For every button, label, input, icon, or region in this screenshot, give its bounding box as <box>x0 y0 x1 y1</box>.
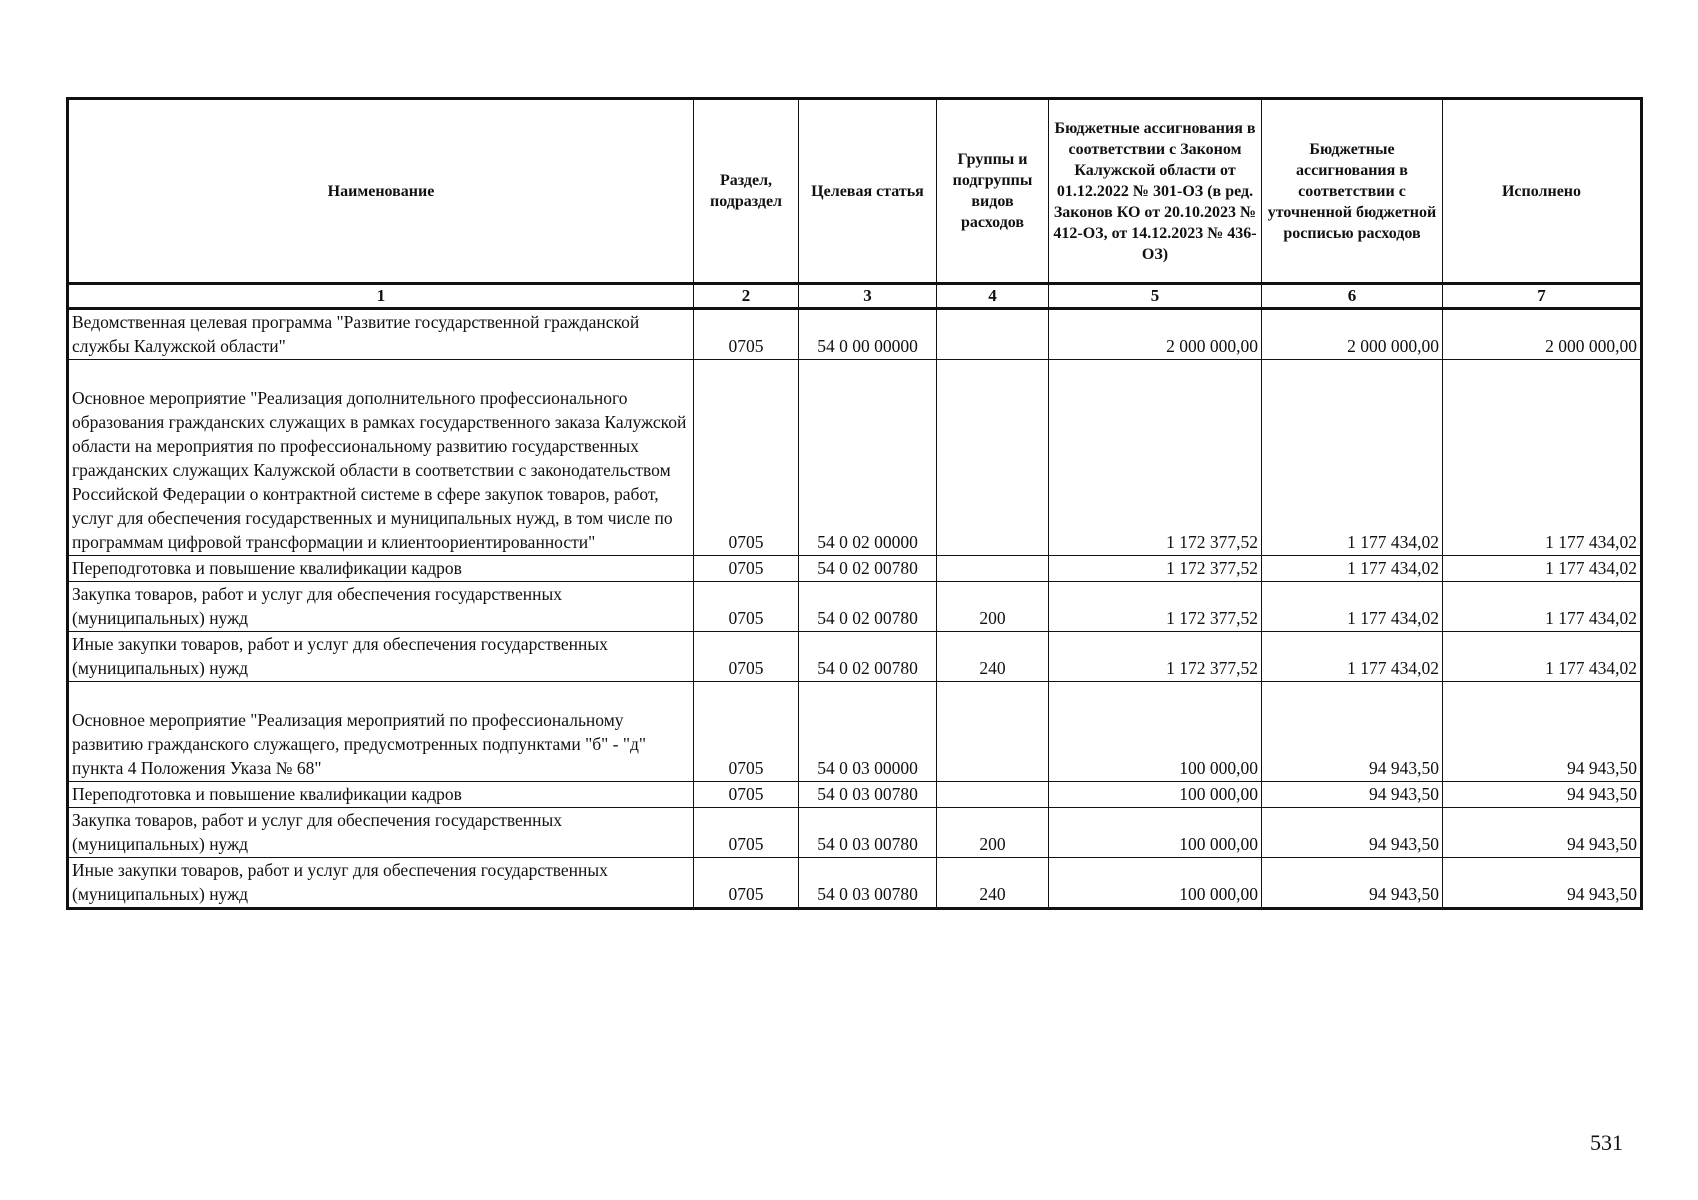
row-refined-amount: 94 943,50 <box>1262 808 1443 858</box>
row-section: 0705 <box>694 808 799 858</box>
row-target: 54 0 02 00780 <box>799 582 937 632</box>
table-row <box>68 682 1642 782</box>
row-executed-amount: 1 177 434,02 <box>1443 360 1642 556</box>
header-section: Раздел, подраздел <box>694 99 799 284</box>
row-section: 0705 <box>694 582 799 632</box>
page-number: 531 <box>1590 1130 1623 1155</box>
row-law-amount: 1 172 377,52 <box>1049 582 1262 632</box>
row-group <box>937 782 1049 808</box>
column-number: 3 <box>799 284 937 309</box>
row-law-amount: 2 000 000,00 <box>1049 309 1262 360</box>
row-refined-amount: 1 177 434,02 <box>1262 582 1443 632</box>
row-section: 0705 <box>694 858 799 909</box>
row-name: Закупка товаров, работ и услуг для обеспечения государственных (муниципальных) нужд <box>68 582 694 632</box>
row-refined-amount: 2 000 000,00 <box>1262 309 1443 360</box>
row-executed-amount: 94 943,50 <box>1443 682 1642 782</box>
row-refined-amount: 94 943,50 <box>1262 782 1443 808</box>
row-law-amount: 100 000,00 <box>1049 808 1262 858</box>
row-law-amount: 100 000,00 <box>1049 858 1262 909</box>
column-number: 2 <box>694 284 799 309</box>
table-row <box>68 556 1642 582</box>
row-section: 0705 <box>694 360 799 556</box>
budget-table <box>66 97 1643 910</box>
row-refined-amount: 1 177 434,02 <box>1262 360 1443 556</box>
table-row <box>68 632 1642 682</box>
row-name: Основное мероприятие "Реализация мероприятий по профессиональному развитию гражданского служащего, предусмотренных подпунктами "б" - "д" пункта 4 Положения Указа № 68" <box>68 682 694 782</box>
row-target: 54 0 03 00000 <box>799 682 937 782</box>
row-law-amount: 1 172 377,52 <box>1049 632 1262 682</box>
row-name: Переподготовка и повышение квалификации кадров <box>68 782 694 808</box>
row-section: 0705 <box>694 682 799 782</box>
row-name: Основное мероприятие "Реализация дополнительного профессионального образования гражданских служащих в рамках государственного заказа Калужской области на мероприятия по профессиональному развитию государственных гражданских служащих Калужской области в соответствии с законодательством Российской Федерации о контрактной системе в сфере закупок товаров, работ, услуг для обеспечения государственных и муниципальных нужд, в том числе по программам цифровой трансформации и клиентоориентированности" <box>68 360 694 556</box>
row-group: 200 <box>937 808 1049 858</box>
row-group <box>937 556 1049 582</box>
row-section: 0705 <box>694 309 799 360</box>
row-law-amount: 100 000,00 <box>1049 682 1262 782</box>
row-section: 0705 <box>694 556 799 582</box>
row-executed-amount: 94 943,50 <box>1443 808 1642 858</box>
row-target: 54 0 02 00780 <box>799 556 937 582</box>
header-row <box>68 99 1642 284</box>
row-law-amount: 100 000,00 <box>1049 782 1262 808</box>
row-executed-amount: 94 943,50 <box>1443 858 1642 909</box>
row-group <box>937 360 1049 556</box>
row-name: Иные закупки товаров, работ и услуг для обеспечения государственных (муниципальных) нужд <box>68 858 694 909</box>
column-number: 5 <box>1049 284 1262 309</box>
header-expense-group: Группы и подгруппы видов расходов <box>937 99 1049 284</box>
column-number-row <box>68 284 1642 309</box>
row-target: 54 0 00 00000 <box>799 309 937 360</box>
row-law-amount: 1 172 377,52 <box>1049 360 1262 556</box>
column-number: 7 <box>1443 284 1642 309</box>
table-row <box>68 782 1642 808</box>
column-number: 1 <box>68 284 694 309</box>
row-section: 0705 <box>694 782 799 808</box>
row-executed-amount: 1 177 434,02 <box>1443 556 1642 582</box>
row-target: 54 0 03 00780 <box>799 808 937 858</box>
table-row <box>68 808 1642 858</box>
row-name: Иные закупки товаров, работ и услуг для обеспечения государственных (муниципальных) нужд <box>68 632 694 682</box>
header-refined-allocation: Бюджетные ассигнования в соответствии с уточненной бюджетной росписью расходов <box>1262 99 1443 284</box>
header-executed: Исполнено <box>1443 99 1642 284</box>
row-name: Закупка товаров, работ и услуг для обеспечения государственных (муниципальных) нужд <box>68 808 694 858</box>
row-executed-amount: 1 177 434,02 <box>1443 632 1642 682</box>
row-group <box>937 682 1049 782</box>
row-executed-amount: 2 000 000,00 <box>1443 309 1642 360</box>
table-row <box>68 360 1642 556</box>
header-law-allocation: Бюджетные ассигнования в соответствии с Законом Калужской области от 01.12.2022 № 301-ОЗ (в ред. Законов КО от 20.10.2023 № 412-ОЗ, от 14.12.2023 № 436-ОЗ) <box>1049 99 1262 284</box>
row-section: 0705 <box>694 632 799 682</box>
row-target: 54 0 02 00780 <box>799 632 937 682</box>
row-refined-amount: 94 943,50 <box>1262 682 1443 782</box>
table-row <box>68 858 1642 909</box>
table-row <box>68 582 1642 632</box>
row-target: 54 0 03 00780 <box>799 858 937 909</box>
row-law-amount: 1 172 377,52 <box>1049 556 1262 582</box>
header-target-article: Целевая статья <box>799 99 937 284</box>
table-row <box>68 309 1642 360</box>
row-group: 240 <box>937 632 1049 682</box>
row-refined-amount: 1 177 434,02 <box>1262 556 1443 582</box>
row-executed-amount: 1 177 434,02 <box>1443 582 1642 632</box>
row-target: 54 0 02 00000 <box>799 360 937 556</box>
row-group: 200 <box>937 582 1049 632</box>
row-group <box>937 309 1049 360</box>
row-name: Переподготовка и повышение квалификации кадров <box>68 556 694 582</box>
row-refined-amount: 1 177 434,02 <box>1262 632 1443 682</box>
row-refined-amount: 94 943,50 <box>1262 858 1443 909</box>
row-group: 240 <box>937 858 1049 909</box>
column-number: 6 <box>1262 284 1443 309</box>
column-number: 4 <box>937 284 1049 309</box>
row-name: Ведомственная целевая программа "Развитие государственной гражданской службы Калужской области" <box>68 309 694 360</box>
header-name: Наименование <box>68 99 694 284</box>
row-executed-amount: 94 943,50 <box>1443 782 1642 808</box>
row-target: 54 0 03 00780 <box>799 782 937 808</box>
